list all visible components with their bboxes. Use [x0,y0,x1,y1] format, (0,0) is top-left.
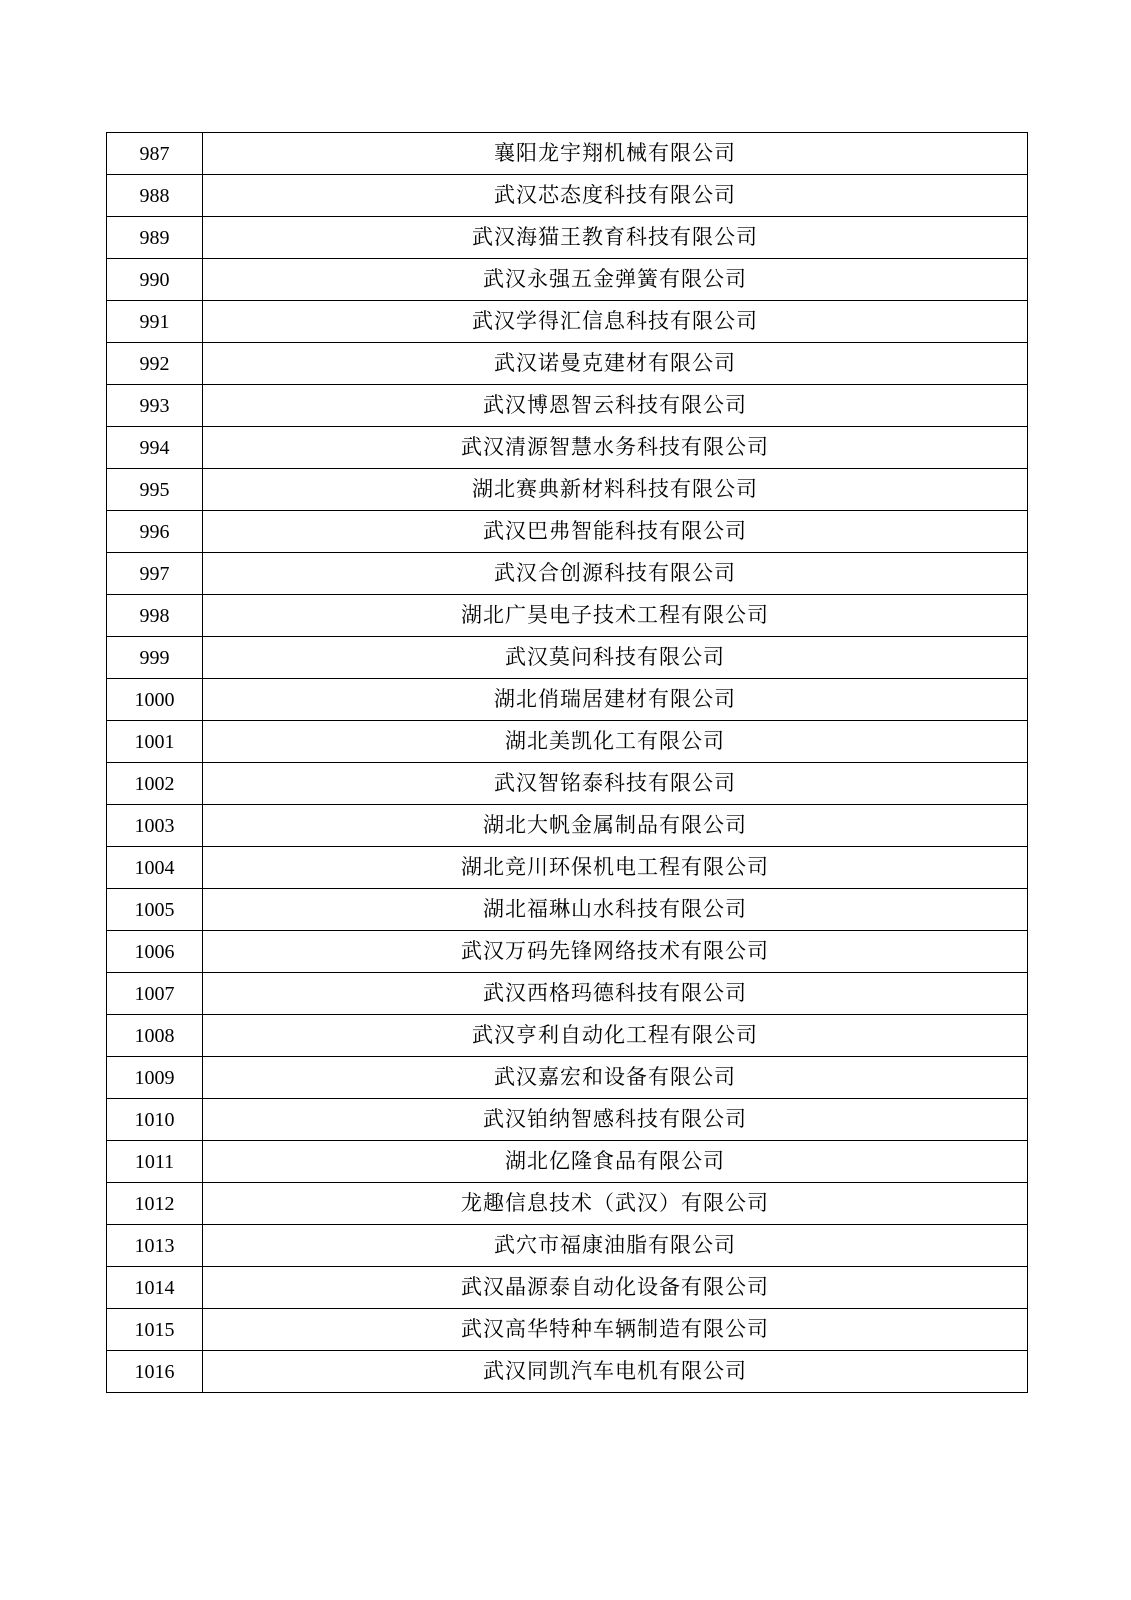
row-number: 1000 [107,679,203,721]
table-row [107,343,1028,385]
company-name: 湖北竞川环保机电工程有限公司 [203,847,1028,889]
table-row [107,133,1028,175]
row-number: 1006 [107,931,203,973]
company-name: 武汉海猫王教育科技有限公司 [203,217,1028,259]
company-name: 湖北大帆金属制品有限公司 [203,805,1028,847]
table-row [107,1351,1028,1393]
company-name: 武汉诺曼克建材有限公司 [203,343,1028,385]
company-name: 武汉嘉宏和设备有限公司 [203,1057,1028,1099]
company-name: 湖北美凯化工有限公司 [203,721,1028,763]
table-row [107,721,1028,763]
row-number: 1010 [107,1099,203,1141]
row-number: 1004 [107,847,203,889]
table-row [107,1309,1028,1351]
table-row [107,805,1028,847]
company-name: 武汉西格玛德科技有限公司 [203,973,1028,1015]
row-number: 1015 [107,1309,203,1351]
table-row [107,973,1028,1015]
company-name: 武穴市福康油脂有限公司 [203,1225,1028,1267]
row-number: 1012 [107,1183,203,1225]
company-name: 武汉永强五金弹簧有限公司 [203,259,1028,301]
row-number: 1014 [107,1267,203,1309]
company-name: 湖北赛典新材料科技有限公司 [203,469,1028,511]
row-number: 995 [107,469,203,511]
table-row [107,847,1028,889]
table-row [107,385,1028,427]
table-row [107,1183,1028,1225]
table-row [107,931,1028,973]
table-row [107,595,1028,637]
row-number: 988 [107,175,203,217]
table-row [107,259,1028,301]
row-number: 997 [107,553,203,595]
table-row [107,1057,1028,1099]
row-number: 992 [107,343,203,385]
row-number: 998 [107,595,203,637]
row-number: 1002 [107,763,203,805]
row-number: 987 [107,133,203,175]
company-name: 龙趣信息技术（武汉）有限公司 [203,1183,1028,1225]
row-number: 994 [107,427,203,469]
table-row [107,637,1028,679]
company-name: 湖北福琳山水科技有限公司 [203,889,1028,931]
table-row [107,889,1028,931]
row-number: 1008 [107,1015,203,1057]
row-number: 1009 [107,1057,203,1099]
company-name: 武汉同凯汽车电机有限公司 [203,1351,1028,1393]
table-row [107,553,1028,595]
company-name: 武汉芯态度科技有限公司 [203,175,1028,217]
company-name: 湖北俏瑞居建材有限公司 [203,679,1028,721]
row-number: 999 [107,637,203,679]
company-name: 武汉晶源泰自动化设备有限公司 [203,1267,1028,1309]
table-row [107,301,1028,343]
company-name: 湖北亿隆食品有限公司 [203,1141,1028,1183]
table-row [107,511,1028,553]
row-number: 1005 [107,889,203,931]
row-number: 1007 [107,973,203,1015]
row-number: 990 [107,259,203,301]
company-name: 武汉铂纳智感科技有限公司 [203,1099,1028,1141]
company-name: 武汉万码先锋网络技术有限公司 [203,931,1028,973]
company-name: 湖北广昊电子技术工程有限公司 [203,595,1028,637]
table-row [107,175,1028,217]
company-list-body [107,133,1028,1393]
table-row [107,1099,1028,1141]
table-row [107,217,1028,259]
company-name: 武汉博恩智云科技有限公司 [203,385,1028,427]
table-row [107,427,1028,469]
table-row [107,469,1028,511]
table-row [107,1015,1028,1057]
row-number: 1003 [107,805,203,847]
row-number: 1011 [107,1141,203,1183]
row-number: 991 [107,301,203,343]
table-row [107,1267,1028,1309]
company-name: 武汉清源智慧水务科技有限公司 [203,427,1028,469]
company-name: 武汉高华特种车辆制造有限公司 [203,1309,1028,1351]
row-number: 1016 [107,1351,203,1393]
row-number: 996 [107,511,203,553]
row-number: 1001 [107,721,203,763]
company-name: 武汉学得汇信息科技有限公司 [203,301,1028,343]
company-name: 武汉巴弗智能科技有限公司 [203,511,1028,553]
table-row [107,679,1028,721]
company-name: 武汉合创源科技有限公司 [203,553,1028,595]
row-number: 993 [107,385,203,427]
table-row [107,1225,1028,1267]
company-name: 武汉莫问科技有限公司 [203,637,1028,679]
company-name: 武汉亨利自动化工程有限公司 [203,1015,1028,1057]
company-name: 襄阳龙宇翔机械有限公司 [203,133,1028,175]
row-number: 989 [107,217,203,259]
row-number: 1013 [107,1225,203,1267]
table-row [107,763,1028,805]
company-name: 武汉智铭泰科技有限公司 [203,763,1028,805]
company-list-table [106,132,1028,1393]
table-row [107,1141,1028,1183]
